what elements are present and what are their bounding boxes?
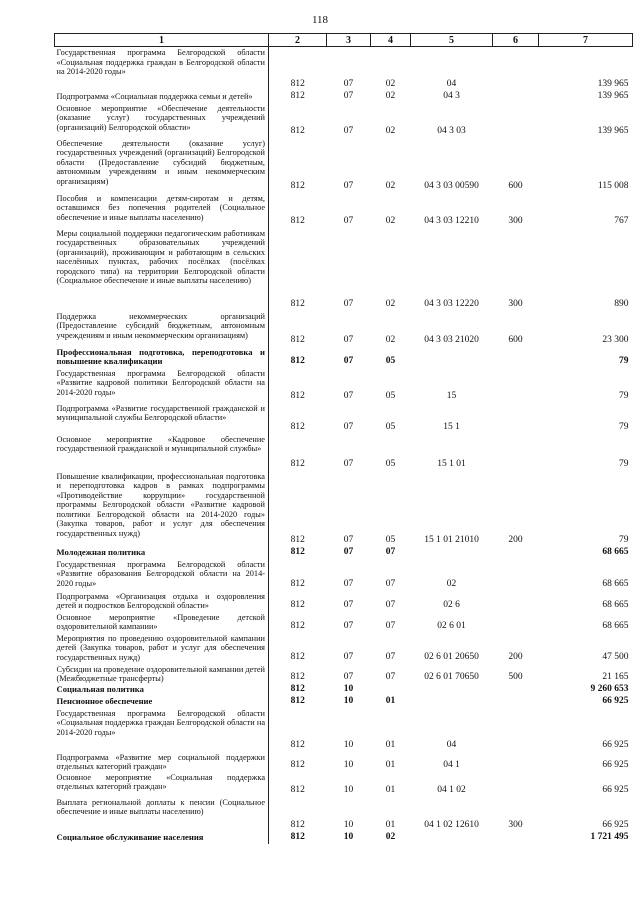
amount-cell: 23 300 [602, 334, 629, 345]
row-name-cell: Поддержка некоммерческих организаций (Предоставление субсидий бюджетным, автономным учреждениям и иным некоммерческим организациям) [55, 311, 269, 347]
expense-type-cell [493, 832, 539, 844]
target-article-cell: 04 3 03 [437, 125, 466, 136]
table-row [55, 684, 633, 696]
amount-cell: 79 [619, 421, 629, 432]
table-row [55, 752, 633, 772]
column-header: 5 [411, 34, 493, 47]
expense-type-cell [493, 103, 539, 138]
expense-type-cell: 200 [508, 534, 523, 545]
target-article-cell: 04 3 [443, 90, 460, 101]
subsection-code-cell: 01 [385, 760, 396, 771]
table-row [55, 193, 633, 228]
amount-cell: 66 925 [602, 760, 629, 771]
expense-type-cell: 300 [508, 820, 523, 831]
column-header: 7 [539, 34, 633, 47]
subsection-code-cell: 07 [385, 578, 396, 589]
target-article-cell: 04 1 02 12610 [424, 820, 479, 831]
section-code-cell: 10 [343, 760, 354, 771]
page-number: 118 [311, 14, 329, 26]
subsection-code-cell: 07 [385, 672, 396, 683]
amount-cell: 1 721 495 [590, 832, 629, 843]
ministry-code-cell: 812 [290, 78, 305, 89]
target-article-cell: 04 3 03 12220 [424, 298, 479, 309]
subsection-code-cell: 05 [385, 534, 396, 545]
subsection-code-cell: 01 [385, 740, 396, 751]
expense-type-cell [493, 368, 539, 403]
ministry-code-cell: 812 [290, 785, 305, 796]
column-header: 6 [493, 34, 539, 47]
ministry-code-cell: 812 [290, 651, 305, 662]
expense-type-cell: 600 [508, 334, 523, 345]
section-code-cell: 07 [343, 215, 354, 226]
target-article-cell: 15 1 01 21010 [424, 534, 479, 545]
row-name-cell: Выплата региональной доплаты к пенсии (Социальное обеспечение и иные выплаты населению) [55, 797, 269, 832]
subsection-code-cell: 07 [385, 546, 396, 557]
section-code-cell: 10 [343, 785, 354, 796]
row-name-cell: Подпрограмма «Развитие государственной гражданской и муниципальной службы Белгородской области» [55, 403, 269, 434]
subsection-code-cell: 02 [385, 125, 396, 136]
target-article-cell [411, 547, 493, 559]
subsection-code-cell: 02 [385, 334, 396, 345]
ministry-code-cell: 812 [290, 760, 305, 771]
target-article-cell: 02 [446, 578, 457, 589]
amount-cell: 139 965 [597, 90, 629, 101]
table-row [55, 708, 633, 752]
table-row [55, 471, 633, 547]
expense-type-cell [493, 434, 539, 471]
table-row [55, 103, 633, 138]
target-article-cell: 15 1 [443, 421, 460, 432]
subsection-code-cell: 01 [385, 820, 396, 831]
table-row [55, 347, 633, 368]
expense-type-cell [493, 684, 539, 696]
row-name-cell: Основное мероприятие «Проведение детской оздоровительной кампании» [55, 612, 269, 633]
ministry-code-cell: 812 [290, 546, 305, 557]
subsection-code-cell: 05 [385, 421, 396, 432]
section-code-cell: 07 [343, 390, 354, 401]
expense-type-cell: 500 [508, 672, 523, 683]
section-code-cell: 07 [343, 334, 354, 345]
target-article-cell [411, 347, 493, 368]
section-code-cell: 07 [343, 651, 354, 662]
amount-cell: 139 965 [597, 78, 629, 89]
ministry-code-cell: 812 [290, 684, 305, 695]
target-article-cell: 04 3 03 12210 [424, 215, 479, 226]
subsection-code-cell: 07 [385, 599, 396, 610]
ministry-code-cell: 812 [290, 458, 305, 469]
expense-type-cell [493, 47, 539, 91]
ministry-code-cell: 812 [290, 125, 305, 136]
ministry-code-cell: 812 [290, 740, 305, 751]
section-code-cell: 07 [343, 599, 354, 610]
amount-cell: 68 665 [602, 578, 629, 589]
row-name-cell: Молодежная политика [55, 547, 269, 559]
row-name-cell: Повышение квалификации, профессиональная подготовка и переподготовка кадров в рамках подпрограммы «Противодействие коррупции» государственной программы Белгородской области «Развитие кадровой политики Белгородской области на 2014-2020 годы» (Закупка товаров, работ и услуг для обеспечения государственных нужд) [55, 471, 269, 547]
table-header-row [55, 34, 633, 47]
table-body [55, 47, 633, 844]
section-code-cell: 07 [343, 355, 354, 366]
table-row [55, 547, 633, 559]
expense-type-cell [493, 752, 539, 772]
section-code-cell: 07 [343, 125, 354, 136]
section-code-cell: 07 [343, 298, 354, 309]
ministry-code-cell: 812 [290, 390, 305, 401]
row-name-cell: Социальная политика [55, 684, 269, 696]
expense-type-cell: 300 [508, 215, 523, 226]
table-row [55, 91, 633, 103]
row-name-cell: Государственная программа Белгородской области «Социальная поддержка граждан в Белгородской области на 2014-2020 годы» [55, 47, 269, 91]
expense-type-cell [493, 347, 539, 368]
target-article-cell: 02 6 01 70650 [424, 672, 479, 683]
table-row [55, 591, 633, 612]
amount-cell: 139 965 [597, 125, 629, 136]
column-header: 4 [371, 34, 411, 47]
expense-type-cell: 200 [508, 651, 523, 662]
expense-type-cell [493, 772, 539, 797]
row-name-cell: Пособия и компенсации детям-сиротам и детям, оставшимся без попечения родителей (Социальное обеспечение и иные выплаты населению) [55, 193, 269, 228]
target-article-cell: 15 [446, 390, 457, 401]
table-row [55, 311, 633, 347]
amount-cell: 66 925 [602, 820, 629, 831]
ministry-code-cell: 812 [290, 334, 305, 345]
amount-cell: 21 165 [602, 672, 629, 683]
amount-cell: 47 500 [602, 651, 629, 662]
subsection-code-cell: 05 [385, 458, 396, 469]
table-row [55, 612, 633, 633]
section-code-cell: 10 [343, 684, 354, 695]
target-article-cell: 15 1 01 [437, 458, 466, 469]
subsection-code-cell: 01 [385, 785, 396, 796]
table-row [55, 228, 633, 311]
amount-cell: 115 008 [597, 180, 629, 191]
expense-type-cell [493, 547, 539, 559]
expense-type-cell [493, 591, 539, 612]
section-code-cell: 07 [343, 180, 354, 191]
target-article-cell: 04 3 03 00590 [424, 180, 479, 191]
ministry-code-cell: 812 [290, 620, 305, 631]
amount-cell: 79 [619, 534, 629, 545]
target-article-cell: 02 6 [443, 599, 460, 610]
target-article-cell: 04 1 [443, 760, 460, 771]
expense-type-cell [493, 403, 539, 434]
table-row [55, 664, 633, 684]
table-row [55, 559, 633, 591]
table-row [55, 138, 633, 193]
amount-cell: 66 925 [602, 740, 629, 751]
target-article-cell: 02 6 01 20650 [424, 651, 479, 662]
row-name-cell: Подпрограмма «Социальная поддержка семьи и детей» [55, 91, 269, 103]
row-name-cell: Меры социальной поддержки педагогическим работникам государственных образовательных учреждений (организаций), проживающим и работающим в сельских населённых пунктах, рабочих посёлках (посёлках городского типа) на территории Белгородской области (Социальное обеспечение и иные выплаты населению) [55, 228, 269, 311]
amount-cell: 9 260 653 [590, 684, 629, 695]
column-header: 2 [269, 34, 327, 47]
subsection-code-cell: 07 [385, 620, 396, 631]
ministry-code-cell: 812 [290, 832, 305, 843]
section-code-cell: 10 [343, 696, 354, 707]
subsection-code-cell: 02 [385, 180, 396, 191]
ministry-code-cell: 812 [290, 215, 305, 226]
amount-cell: 890 [614, 298, 629, 309]
section-code-cell: 07 [343, 90, 354, 101]
expense-type-cell: 300 [508, 298, 523, 309]
ministry-code-cell: 812 [290, 298, 305, 309]
amount-cell: 79 [619, 390, 629, 401]
table-row [55, 797, 633, 832]
row-name-cell: Субсидии на проведение оздоровительной кампании детей (Межбюджетные трансферты) [55, 664, 269, 684]
table-row [55, 696, 633, 708]
table-row [55, 832, 633, 844]
table-row [55, 434, 633, 471]
row-name-cell: Государственная программа Белгородской области «Социальная поддержка граждан Белгородской области на 2014-2020 годы» [55, 708, 269, 752]
subsection-code-cell: 05 [385, 355, 396, 366]
row-name-cell: Пенсионное обеспечение [55, 696, 269, 708]
ministry-code-cell: 812 [290, 421, 305, 432]
ministry-code-cell: 812 [290, 578, 305, 589]
ministry-code-cell: 812 [290, 90, 305, 101]
row-name-cell: Основное мероприятие «Обеспечение деятельности (оказание услуг) государственных учреждений (организаций) Белгородской области» [55, 103, 269, 138]
subsection-code-cell: 02 [385, 215, 396, 226]
amount-cell: 68 665 [602, 599, 629, 610]
target-article-cell: 02 6 01 [437, 620, 466, 631]
section-code-cell: 07 [343, 546, 354, 557]
amount-cell: 66 925 [602, 785, 629, 796]
target-article-cell: 04 1 02 [437, 785, 466, 796]
expense-type-cell [493, 696, 539, 708]
row-name-cell: Государственная программа Белгородской области «Развитие кадровой политики Белгородской области на 2014-2020 годы» [55, 368, 269, 403]
expense-type-cell [493, 91, 539, 103]
expense-type-cell: 600 [508, 180, 523, 191]
row-name-cell: Социальное обслуживание населения [55, 832, 269, 844]
amount-cell: 68 665 [602, 620, 629, 631]
target-article-cell [411, 696, 493, 708]
subsection-code-cell: 05 [385, 390, 396, 401]
amount-cell: 79 [619, 355, 629, 366]
row-name-cell: Основное мероприятие «Социальная поддержка отдельных категорий граждан» [55, 772, 269, 797]
table-row [55, 403, 633, 434]
row-name-cell: Основное мероприятие «Кадровое обеспечение государственной гражданской и муниципальной службы» [55, 434, 269, 471]
row-name-cell: Государственная программа Белгородской области «Развитие образования Белгородской области на 2014-2020 годы» [55, 559, 269, 591]
ministry-code-cell: 812 [290, 180, 305, 191]
ministry-code-cell: 812 [290, 696, 305, 707]
subsection-code-cell: 02 [385, 78, 396, 89]
subsection-code-cell: 02 [385, 298, 396, 309]
column-header: 1 [55, 34, 269, 47]
ministry-code-cell: 812 [290, 599, 305, 610]
amount-cell: 66 925 [602, 696, 629, 707]
target-article-cell [411, 684, 493, 696]
subsection-code-cell: 07 [385, 651, 396, 662]
subsection-code-cell: 02 [385, 90, 396, 101]
section-code-cell: 07 [343, 578, 354, 589]
row-name-cell: Профессиональная подготовка, переподготовка и повышение квалификации [55, 347, 269, 368]
ministry-code-cell: 812 [290, 672, 305, 683]
section-code-cell: 10 [343, 740, 354, 751]
target-article-cell: 04 3 03 21020 [424, 334, 479, 345]
table-row [55, 368, 633, 403]
row-name-cell: Подпрограмма «Организация отдыха и оздоровления детей и подростков Белгородской области» [55, 591, 269, 612]
section-code-cell: 07 [343, 458, 354, 469]
ministry-code-cell: 812 [290, 820, 305, 831]
expense-type-cell [493, 559, 539, 591]
row-name-cell: Подпрограмма «Развитие мер социальной поддержки отдельных категорий граждан» [55, 752, 269, 772]
section-code-cell: 07 [343, 78, 354, 89]
column-header: 3 [327, 34, 371, 47]
amount-cell: 79 [619, 458, 629, 469]
target-article-cell [411, 832, 493, 844]
amount-cell: 767 [614, 215, 629, 226]
amount-cell: 68 665 [602, 546, 629, 557]
ministry-code-cell: 812 [290, 355, 305, 366]
section-code-cell: 07 [343, 620, 354, 631]
budget-table [54, 33, 633, 844]
table-row [55, 47, 633, 91]
section-code-cell: 07 [343, 421, 354, 432]
expense-type-cell [493, 612, 539, 633]
section-code-cell: 07 [343, 672, 354, 683]
target-article-cell: 04 [446, 740, 457, 751]
expense-type-cell [493, 708, 539, 752]
section-code-cell: 07 [343, 534, 354, 545]
ministry-code-cell: 812 [290, 534, 305, 545]
subsection-code-cell [371, 684, 411, 696]
subsection-code-cell: 02 [385, 832, 396, 843]
row-name-cell: Мероприятия по проведению оздоровительной кампании детей (Закупка товаров, работ и услуг для обеспечения государственных нужд) [55, 633, 269, 664]
table-row [55, 772, 633, 797]
section-code-cell: 10 [343, 820, 354, 831]
target-article-cell: 04 [446, 78, 457, 89]
table-row [55, 633, 633, 664]
subsection-code-cell: 01 [385, 696, 396, 707]
section-code-cell: 10 [343, 832, 354, 843]
row-name-cell: Обеспечение деятельности (оказание услуг) государственных учреждений (организаций) Белгородской области (Предоставление субсидий бюджетным, автономным учреждениям и иным некоммерческим организациям) [55, 138, 269, 193]
